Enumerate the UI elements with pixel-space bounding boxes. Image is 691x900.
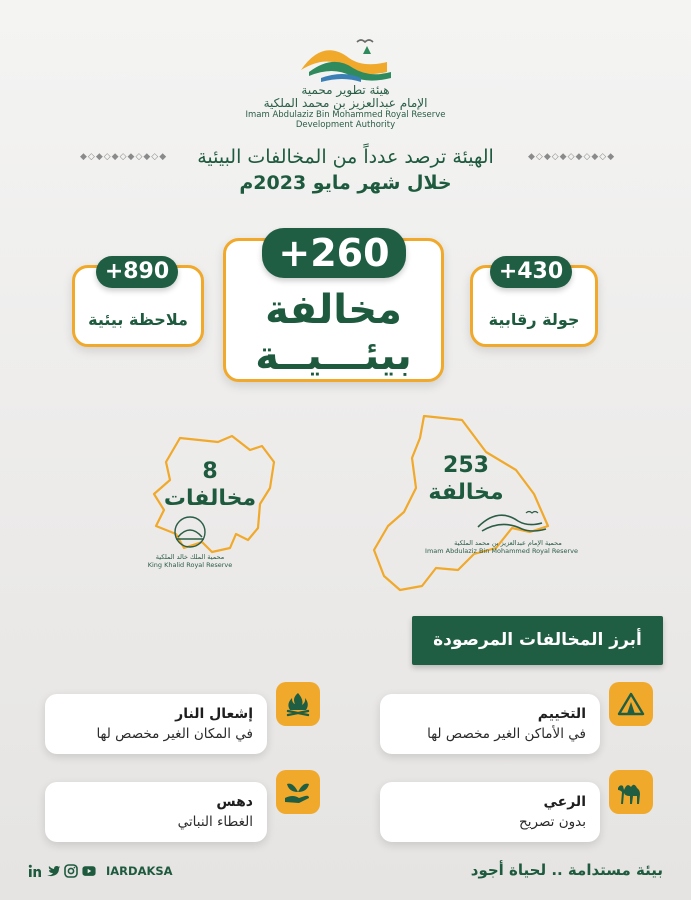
page-headline: [0, 144, 691, 196]
king-khalid-label: مخالفات: [163, 486, 257, 511]
campfire-icon: [276, 682, 320, 726]
org-name-en-line1: Imam Abdulaziz Bin Mohammed Royal Reserve: [245, 110, 446, 120]
king-khalid-emblem: [140, 515, 240, 569]
violation-card-trampling: [45, 782, 267, 842]
stat-value-notes: +890: [96, 256, 178, 288]
king-khalid-caption-ar: محمية الملك خالد الملكية: [155, 553, 225, 561]
king-khalid-logo-icon: [140, 515, 240, 549]
stat-label-patrols: جولة رقابية: [488, 310, 580, 329]
imam-abdulaziz-emblem: [425, 505, 578, 555]
violation-desc-trampling: الغطاء النباتي: [177, 814, 253, 830]
imam-abdulaziz-caption-en: Imam Abdulaziz Bin Mohammed Royal Reserve: [425, 547, 578, 555]
stat-label-violations-line2: بيئـــيــة: [255, 333, 412, 379]
stat-value-violations: +260: [262, 228, 406, 278]
highlights-title: أبرز المخالفات المرصودة: [412, 616, 663, 665]
imam-abdulaziz-stat: [416, 452, 516, 506]
imam-abdulaziz-logo-icon: [438, 505, 578, 535]
footer-slogan: بيئة مستدامة .. لحياة أجود: [470, 861, 663, 879]
instagram-icon[interactable]: [64, 864, 78, 878]
violation-card-grazing: [380, 782, 600, 842]
plant-hand-icon: [276, 770, 320, 814]
imam-abdulaziz-count: 253: [443, 453, 489, 478]
camel-icon: [609, 770, 653, 814]
king-khalid-stat: [150, 458, 270, 512]
stat-label-notes: ملاحظة بيئية: [88, 310, 188, 329]
imam-abdulaziz-label: مخالفة: [428, 480, 504, 505]
headline-line2: خلال شهر مايو 2023م: [239, 172, 452, 194]
headline-line1: الهيئة ترصد عدداً من المخالفات البيئية: [197, 146, 494, 168]
violation-desc-fire: في المكان الغير مخصص لها: [96, 726, 253, 742]
violation-desc-camping: في الأماكن الغير مخصص لها: [427, 726, 586, 742]
tent-icon: [609, 682, 653, 726]
violation-card-camping: [380, 694, 600, 754]
org-name-ar-line2: الإمام عبدالعزيز بن محمد الملكية: [263, 96, 428, 110]
org-name-en-line2: Development Authority: [295, 120, 396, 130]
twitter-icon[interactable]: [46, 864, 60, 878]
king-khalid-count: 8: [202, 459, 218, 484]
violation-title-fire: إشعال النار: [175, 706, 253, 722]
reserve-logo-icon: [291, 28, 401, 84]
org-name-ar-line1: هيئة تطوير محمية: [301, 83, 390, 97]
linkedin-icon[interactable]: [28, 864, 42, 878]
imam-abdulaziz-caption-ar: محمية الإمام عبدالعزيز بن محمد الملكية: [454, 539, 562, 547]
stat-value-patrols: +430: [490, 256, 572, 288]
decorative-pattern-left: ◆◇◆◇◆◇◆◇◆◇◆: [80, 152, 168, 162]
social-links: [28, 864, 173, 878]
violation-card-fire: [45, 694, 267, 754]
violation-title-trampling: دهس: [216, 794, 253, 810]
violation-title-grazing: الرعي: [543, 794, 586, 810]
social-handle: IARDAKSA: [106, 864, 173, 878]
organization-logo: [0, 28, 691, 130]
violation-desc-grazing: بدون تصريح: [519, 814, 586, 830]
youtube-icon[interactable]: [82, 864, 96, 878]
decorative-pattern-right: ◆◇◆◇◆◇◆◇◆◇◆: [528, 152, 616, 162]
stat-label-violations-line1: مخالفة: [265, 287, 402, 333]
king-khalid-caption-en: King Khalid Royal Reserve: [147, 561, 233, 569]
violation-title-camping: التخييم: [537, 706, 586, 722]
